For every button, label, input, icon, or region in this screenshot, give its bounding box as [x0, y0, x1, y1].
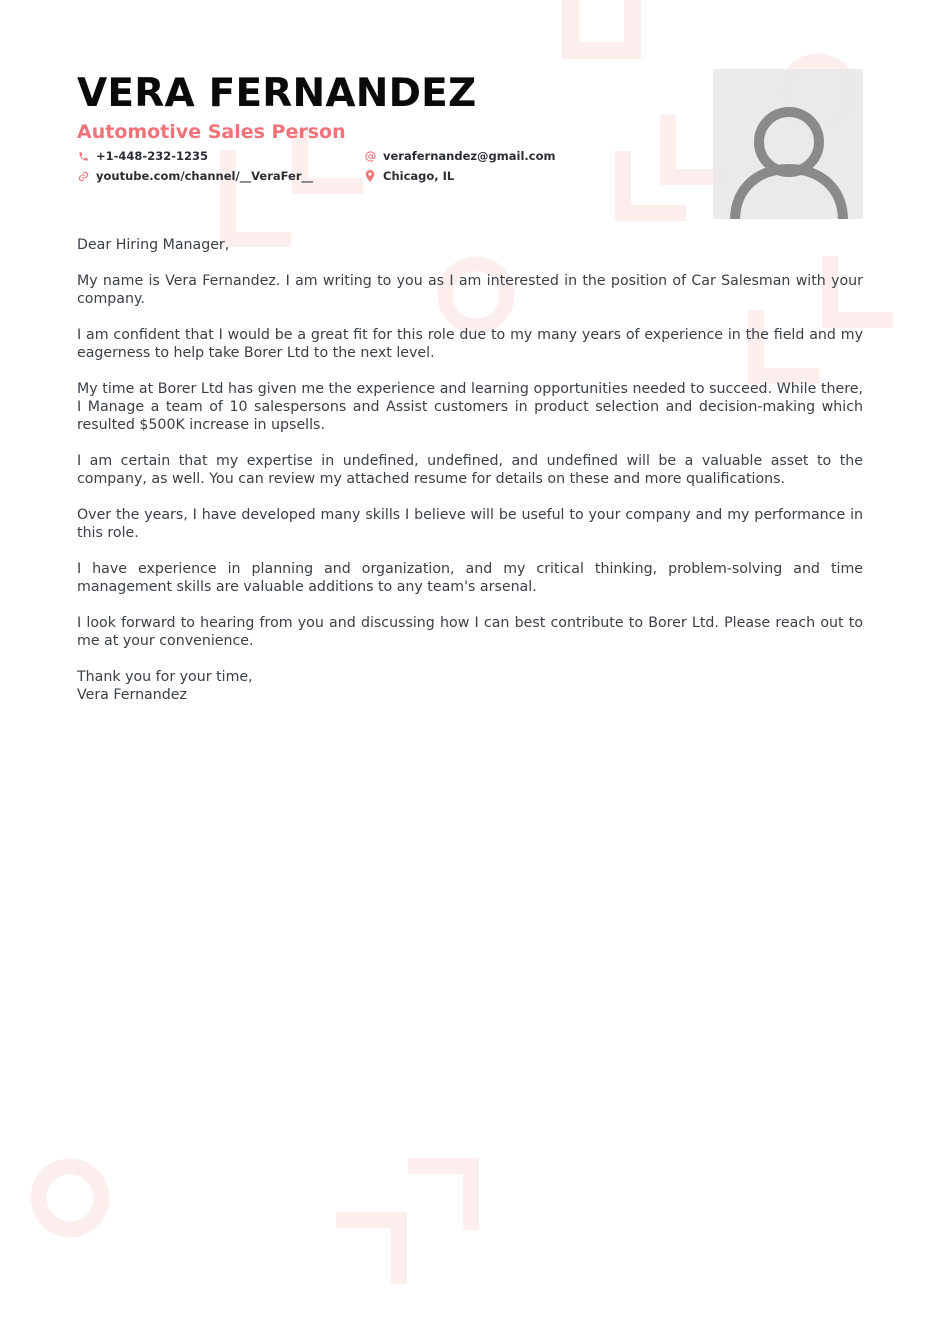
- user-avatar-placeholder-icon: [713, 69, 863, 219]
- paragraph: I am certain that my expertise in undefined, undefined, and undefined will be a valuable asset to the company, as well. You can review my attached resume for details on these and more qualifications.: [77, 453, 863, 487]
- job-title: Automotive Sales Person: [77, 121, 346, 143]
- phone-icon: [77, 150, 89, 162]
- paragraph: I have experience in planning and organization, and my critical thinking, problem-solving and time management skills are valuable additions to any team's arsenal.: [77, 561, 863, 595]
- cover-letter-page: [77, 0, 863, 1330]
- profile-photo-placeholder[interactable]: [713, 69, 863, 219]
- link-icon: [77, 170, 89, 182]
- location-pin-icon: [364, 170, 376, 182]
- contact-location: [364, 168, 454, 184]
- salutation: Dear Hiring Manager,: [77, 237, 230, 253]
- letter-body: [77, 236, 863, 704]
- phone-number: +1-448-232-1235: [96, 149, 208, 163]
- closing-line: Thank you for your time,: [77, 669, 253, 685]
- paragraph: Over the years, I have developed many skills I believe will be useful to your company and my performance in this role.: [77, 507, 863, 541]
- contact-email[interactable]: [364, 148, 556, 164]
- website-url: youtube.com/channel/__VeraFer__: [96, 169, 314, 183]
- at-icon: [364, 150, 376, 162]
- email-address: verafernandez@gmail.com: [383, 149, 556, 163]
- paragraph: My name is Vera Fernandez. I am writing to you as I am interested in the position of Car Salesman with your company.: [77, 273, 863, 307]
- applicant-name: VERA FERNANDEZ: [77, 71, 477, 116]
- paragraph: I am confident that I would be a great fit for this role due to my many years of experience in the field and my eagerness to help take Borer Ltd to the next level.: [77, 327, 863, 361]
- contact-phone[interactable]: [77, 148, 208, 164]
- contact-website[interactable]: [77, 168, 313, 184]
- paragraph: My time at Borer Ltd has given me the experience and learning opportunities needed to succeed. While there, I Manage a team of 10 salespersons and Assist customers in product selection and decision-making which resulted $500K increase in upsells.: [77, 381, 863, 433]
- location-text: Chicago, IL: [383, 169, 455, 183]
- signature: Vera Fernandez: [77, 687, 187, 703]
- paragraph: I look forward to hearing from you and discussing how I can best contribute to Borer Ltd. Please reach out to me at your convenience.: [77, 615, 863, 649]
